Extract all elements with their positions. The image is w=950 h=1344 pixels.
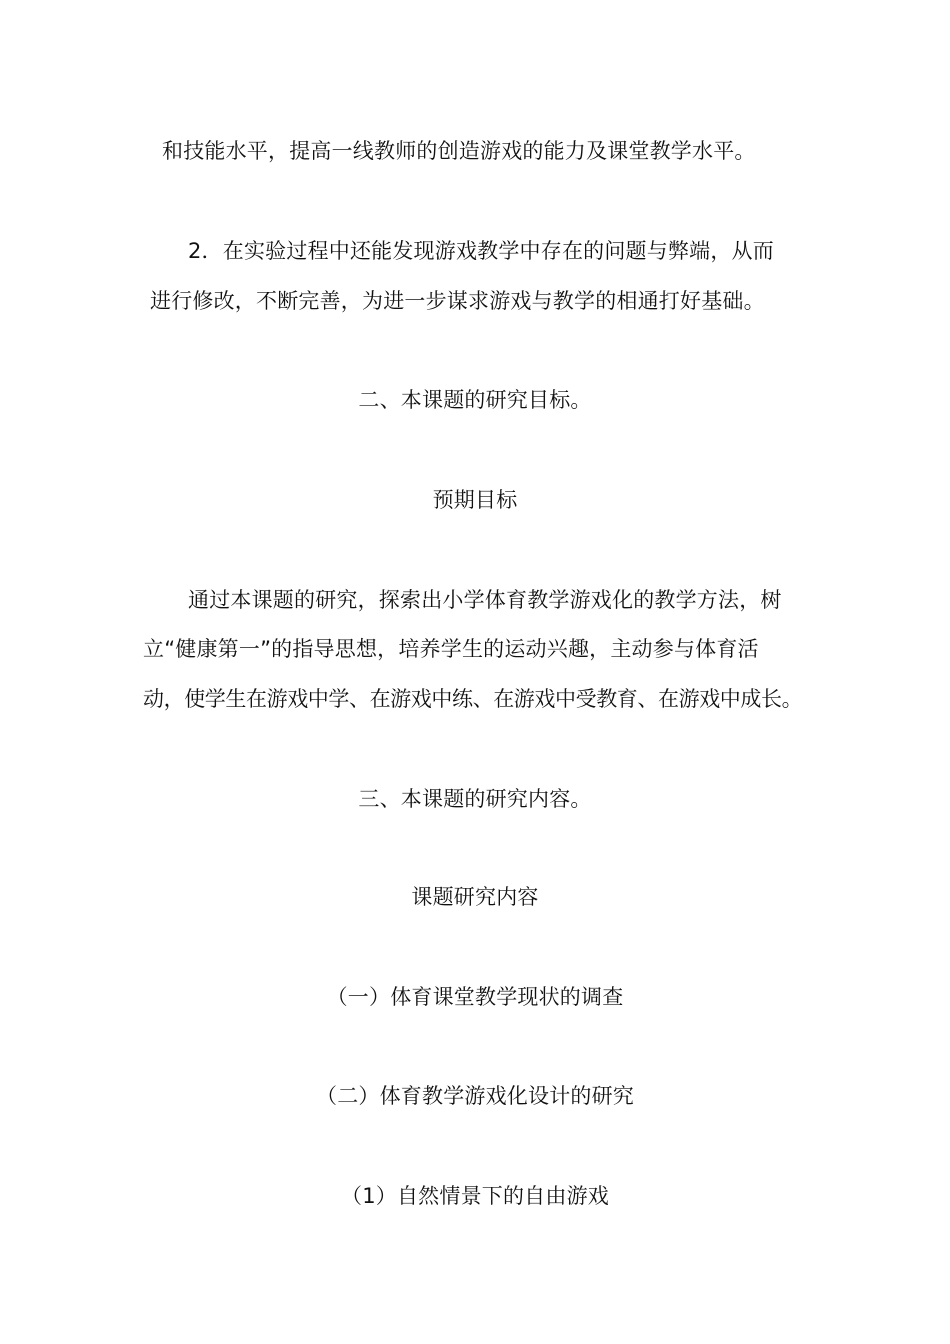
paragraph-1-line-1: 和技能水平，提高一线教师的创造游戏的能力及课堂教学水平。 [162,139,756,163]
section-3-heading: 三、本课题的研究内容。 [358,787,592,811]
paragraph-3-line-2: 立“健康第一”的指导思想，培养学生的运动兴趣，主动参与体育活 [143,637,759,661]
content-item-2-sub-1: （1）自然情景下的自由游戏 [341,1184,609,1208]
paragraph-3-line-3: 动，使学生在游戏中学、在游戏中练、在游戏中受教育、在游戏中成长。 [143,687,803,711]
paragraph-2-line-1: 2．在实验过程中还能发现游戏教学中存在的问题与弊端，从而 [188,239,774,263]
paragraph-2-line-2: 进行修改，不断完善，为进一步谋求游戏与教学的相通打好基础。 [150,289,765,313]
paragraph-3-line-1: 通过本课题的研究，探索出小学体育教学游戏化的教学方法，树 [188,588,782,612]
content-item-1: （一）体育课堂教学现状的调查 [326,985,624,1009]
section-2-heading: 二、本课题的研究目标。 [358,388,592,412]
expected-goal-heading: 预期目标 [432,488,518,512]
content-title-heading: 课题研究内容 [411,885,539,909]
content-item-2: （二）体育教学游戏化设计的研究 [316,1084,634,1108]
